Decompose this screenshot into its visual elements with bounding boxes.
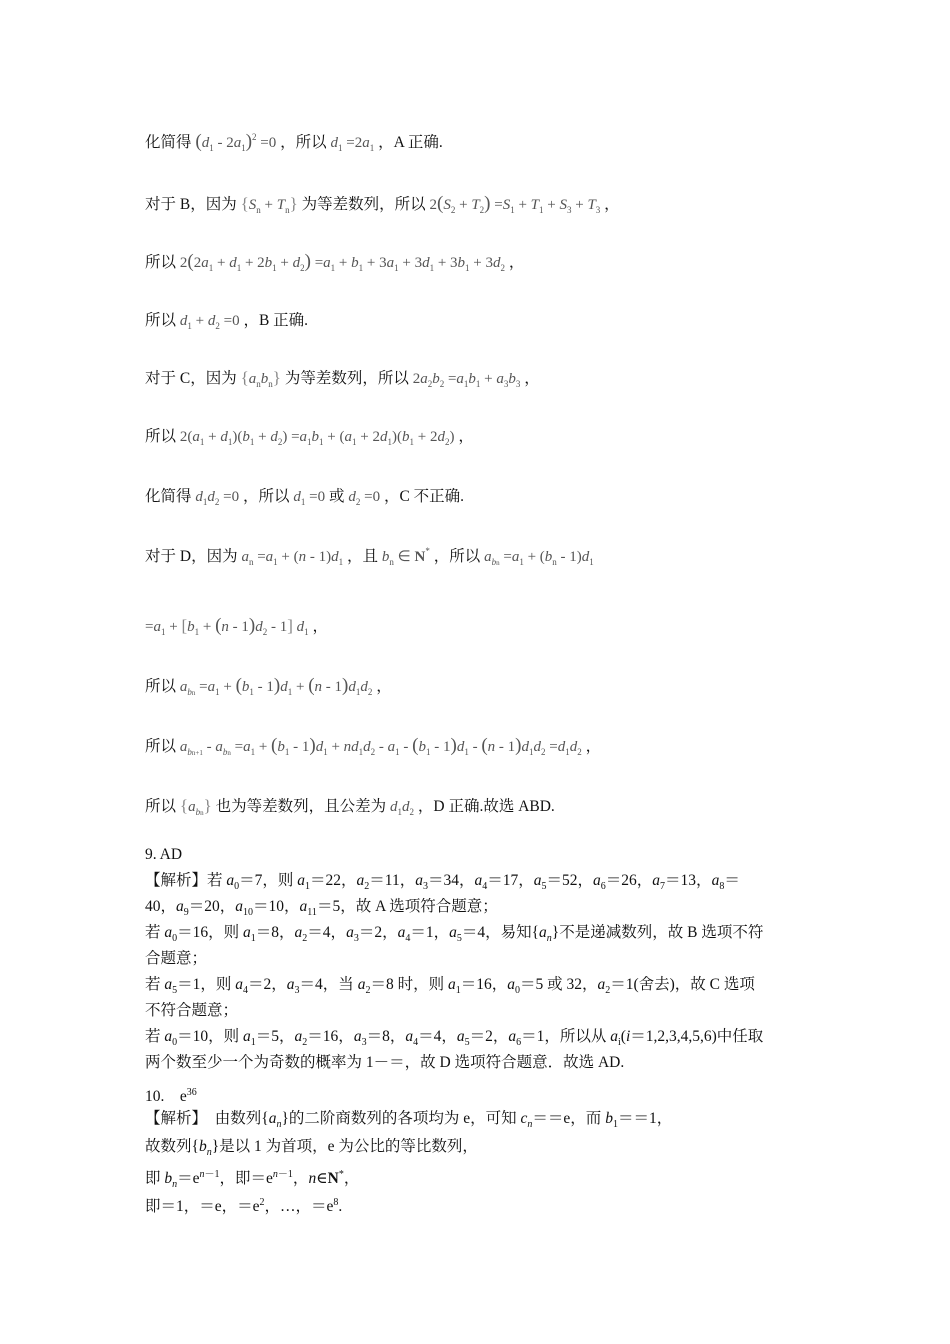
formula: $d_1 + d_2 =0$	[179, 313, 240, 331]
q9-line: 两个数至少一个为奇数的概率为 1－＝，故 D 选项符合题意．故选 AD.	[145, 1054, 625, 1071]
formula: $\{a_nb_n\}$	[240, 368, 281, 389]
line-d-bn: 所以 $a_{bn} =a_1 + (b_1 - 1)d_1 + (n - 1)d_1d_2$ ，	[145, 675, 392, 697]
formula: $\{a_{bn}\}$	[179, 796, 212, 817]
formula: $2(a_1 + d_1)(b_1 + d_2) =a_1b_1 + (a_1 + 2d_1)(b_1 + 2d_2)$	[179, 429, 455, 447]
formula: $d_1d_2$	[390, 799, 414, 817]
q9-line: 若 $a_0=16$，则 $a_1=8$，$a_2=4$，$a_3=2$，$a_4=1$，$a_5=4$，易知$\{a_n\}$不是递减数列，故 B 选项不符	[145, 924, 764, 944]
formula: $b_n$ ∈ N*	[381, 546, 430, 567]
q9-line: 合题意；	[145, 950, 208, 967]
line-option-d: 对于 D，因为 $a_n =a_1 + (n - 1)d_1$ ，且 $b_n$ ∈ N* ，所以 $a_{bn} =a_1 + (b_n - 1)d_1$	[145, 546, 594, 567]
line-d-conclusion: 所以 $\{a_{bn}\}$ 也为等差数列，且公差为 $d_1d_2$ ，D 正确.故选 ABD.	[145, 796, 555, 817]
formula: $d_1 =2a_1$	[330, 135, 375, 153]
q9-header: 9. AD	[145, 846, 183, 863]
formula: $2a_2b_2 =a_1b_1 + a_3b_3$	[412, 371, 521, 389]
formula: $d_1d_2 =0$	[195, 489, 240, 507]
q10-line: 即＝1，＝e，$=e^2$，…，$=e^8$.	[145, 1197, 343, 1215]
formula: $=a_1 + [b_1 + (n - 1)d_2 - 1]$ $d_1$	[145, 615, 309, 637]
q10-line: 即 $b_n=e^{n-1}$，即$=e^{n-1}$，n∈N*，	[145, 1169, 360, 1190]
line-d-continued: $=a_1 + [b_1 + (n - 1)d_2 - 1]$ $d_1$ ，	[145, 615, 329, 637]
q9-line: 【解析】若 $a_0=7$，则 $a_1=22$，$a_2=11$，$a_3=34$，$a_4=17$，$a_5=52$，$a_6=26$，$a_7=13$，$a_8=$	[145, 872, 740, 892]
formula: $(d_1 - 2a_1)^2 =0$	[195, 131, 277, 153]
line-simplify-a: 化简得 $(d_1 - 2a_1)^2 =0$ ，所以 $d_1 =2a_1$ ，A 正确.	[145, 131, 443, 153]
formula: $a_n =a_1 + (n - 1)d_1$	[241, 549, 344, 567]
line-c-result: 化简得 $d_1d_2 =0$ ，所以 $d_1 =0$ 或 $d_2 =0$ ，C 不正确.	[145, 488, 465, 507]
q9-line: 40，$a_9=20$，$a_{10}=10$，$a_{11}=5$，故 A 选项符合题意；	[145, 898, 498, 918]
line-option-c: 对于 C，因为 $\{a_nb_n\}$ 为等差数列，所以 $2a_2b_2 =a_1b_1 + a_3b_3$ ，	[145, 368, 540, 389]
line-b-result: 所以 $d_1 + d_2 =0$ ，B 正确.	[145, 312, 309, 331]
q9-line: 若 $a_5=1$，则 $a_4=2$，$a_3=4$，当 $a_2=8$ 时，则 $a_1=16$，$a_0=5$ 或 32，$a_2=1$(舍去)，故 C 选项	[145, 976, 755, 996]
formula: $a_{bn} =a_1 + (b_1 - 1)d_1 + (n - 1)d_1d_2$	[179, 675, 373, 697]
formula: $a_{bn} =a_1 + (b_n - 1)d_1$	[484, 549, 594, 567]
formula: $d_2 =0$	[348, 489, 381, 507]
formula: $2(S_2 + T_2) =S_1 + T_1 + S_3 + T_3$	[429, 193, 601, 215]
q10-line: 故数列$\{b_n\}$是以 1 为首项，e 为公比的等比数列，	[145, 1138, 478, 1158]
line-option-b: 对于 B，因为 $\{S_n + T_n\}$ 为等差数列，所以 $2(S_2 + T_2) =S_1 + T_1 + S_3 + T_3$ ，	[145, 193, 620, 215]
formula: $\{S_n + T_n\}$	[240, 194, 298, 215]
formula: $a_{bn+1} - a_{bn} =a_1 + (b_1 - 1)d_1 + nd_1d_2 - a_1 - (b_1 - 1)d_1 - (n - 1)d_1d_2 =d_1d_2$	[179, 735, 582, 757]
line-c-expand: 所以 $2(a_1 + d_1)(b_1 + d_2) =a_1b_1 + (a_1 + 2d_1)(b_1 + 2d_2)$ ，	[145, 428, 474, 447]
formula: $d_1 =0$	[293, 489, 326, 507]
q9-line: 不符合题意；	[145, 1002, 239, 1019]
formula: $2(2a_1 + d_1 + 2b_1 + d_2) =a_1 + b_1 + 3a_1 + 3d_1 + 3b_1 + 3d_2$	[179, 251, 506, 273]
q10-header: 10. $e^{36}$	[145, 1087, 197, 1105]
q9-line: 若 $a_0=10$，则 $a_1=5$，$a_2=16$，$a_3=8$，$a_4=4$，$a_5=2$，$a_6=1$，所以从 $a_i(i=1,2,3,4,5,6)$中任取	[145, 1028, 764, 1048]
line-d-difference: 所以 $a_{bn+1} - a_{bn} =a_1 + (b_1 - 1)d_1 + nd_1d_2 - a_1 - (b_1 - 1)d_1 - (n - 1)d_1d_2 =d_1d_2$ ，	[145, 735, 602, 757]
line-b-expand: 所以 $2(2a_1 + d_1 + 2b_1 + d_2) =a_1 + b_1 + 3a_1 + 3d_1 + 3b_1 + 3d_2$ ，	[145, 251, 525, 273]
q10-line: 【解析】 由数列$\{a_n\}$的二阶商数列的各项均为 e，可知 $c_n==e$，而 $b_1==1$，	[145, 1110, 673, 1130]
